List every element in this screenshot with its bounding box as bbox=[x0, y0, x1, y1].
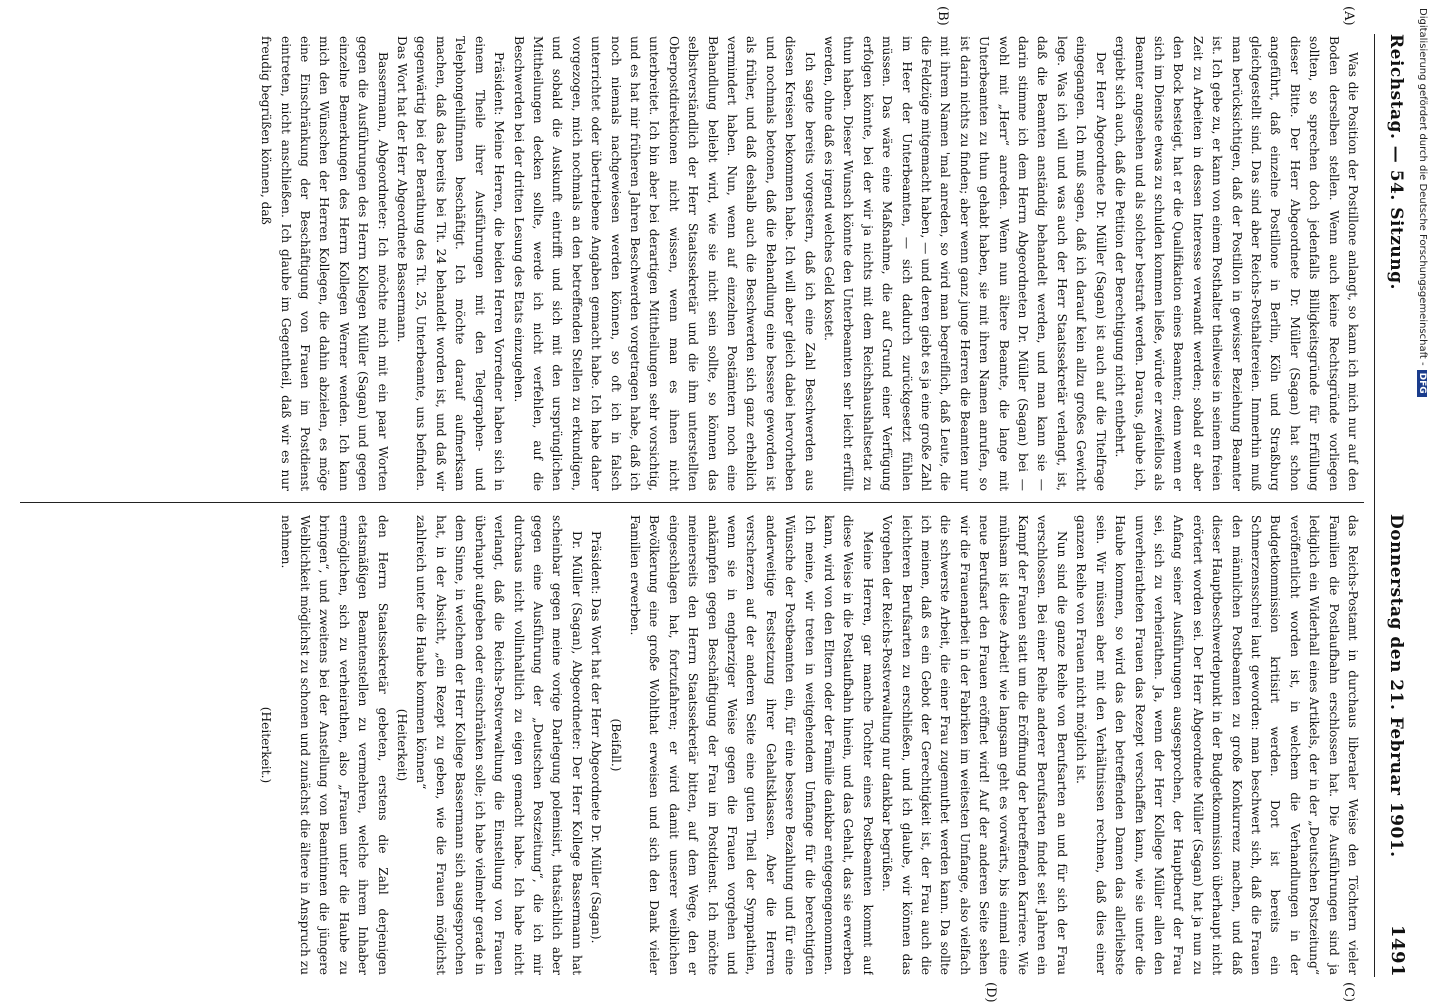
paragraph: das Reichs-Postamt in durchaus liberaler Weise den Töchtern vieler Familien die Postlaufbahn erschlossen hat. Die Ausführungen sind ja lediglich ein Widerhall eines Artikels, der in der „Deutschen Postzeitung“ veröffentlicht worden ist, in welchem die Verhandlungen in der Budgetkommission kritisirt werden. Dort ist bereits ein Schmerzensschrei laut geworden: man beschwert sich, daß die Frauen den männlichen Postbeamten zu große Konkurrenz machen, und daß dieser Hauptbeschwerdepunkt in der Budgetkommission überhaupt nicht erörtert worden sei. Der Herr Abgeordnete Müller (Sagan) hat ja nun zu Anfang seiner Ausführungen ausgesprochen, der Hauptberuf der Frau sei, sich zu verheirathen. Ja, wenn der Herr Kollege Müller allen den unverheiratheten Frauen das Rezept verschaffen kann, wie sie unter die Haube kommen, so wird das den betreffenden Damen das allerliebste sein. Wir müssen aber mit den Verhältnissen rechnen, daß dies einer ganzen Reihe von Frauen nicht möglich ist. bbox=[1074, 515, 1360, 975]
margin-marker-a: (A) bbox=[1341, 6, 1356, 26]
paragraph: Meine Herren, gar manche Tochter eines Postbeamten kommt auf diese Weise in die Postlaufbahn hinein, und das Gehalt, das sie erwerben kann, wird von den Eltern oder der Familie dankbar entgegengenommen. Ich meine, wir treten in weitgehendem Umfange für die berechtigten Wünsche der Postbeamten ein, für eine bessere Bezahlung und für eine anderweitige Festsetzung ihrer Gehaltsklassen. Aber die Herren verscherzen auf der anderen Seite eine guten Theil der Sympathien, wenn sie in engherziger Weise gegen die Frauen vorgehen und ankämpfen gegen Beschäftigung der Frau im Postdienst. Ich möchte meinerseits den Herrn Staatssekretär bitten, auf dem Wege, den er eingeschlagen hat, fortzufahren; er wird damit unserer weiblichen Bevölkerung eine große Wohlthat erweisen und sich den Dank vieler Familien erwerben. bbox=[627, 515, 875, 975]
interjection: (Beifall.) bbox=[608, 718, 623, 772]
column-divider bbox=[20, 502, 1364, 503]
paragraph: Nun sind die ganze Reihe von Berufsarten an und für sich der Frau verschlossen. Bei einer Reihe anderer Berufsarten findet seit Jahren ein Kampf der Frauen statt um die Eröffnung der betreffenden Karriere. Wie mühsam ist diese Arbeit! wie langsam geht es vorwärts, bis einmal eine neue Berufsart den Frauen eröffnet wird! Auf der anderen Seite sehen wir die Frauenarbeit in der Fabriken im weitesten Umfange, also vielfach die schwerste Arbeit, die einer Frau zugemuthet werden kann. Da sollte ich meinen, daß es ein Gebot der Gerechtigkeit ist, der Frau auch die leichteren Berufsarten zu erschließen, und ich glaube, wir können das Vorgehen der Reichs-Postverwaltung nur dankbar begrüßen. bbox=[880, 515, 1069, 975]
page-number: 1491 bbox=[1387, 924, 1408, 977]
margin-marker-c: (C) bbox=[1341, 982, 1356, 1003]
right-column bbox=[10, 515, 1362, 975]
page-header bbox=[1380, 34, 1410, 977]
credit-text: Digitalisierung gefördert durch die Deutsche Forschungsgemeinschaft - bbox=[1417, 8, 1428, 366]
paragraph: Ich sagte bereits vorgestern, daß ich eine Zahl Beschwerden aus diesen Kreisen bekommen habe. Ich will aber gleich dabei hervorheben und nochmals betonen, daß die Behandlung eine bessere geworden ist als früher, und daß deshalb auch die Beschwerden sich ganz erheblich vermindert haben. Nun, wenn auf einzelnen Postämtern noch eine Behandlung beliebt wird, wie sie nicht sein sollte, so können das selbstverständlich der Herr Staatssekretär und die ihm unterstellten Oberpostdirektionen nicht wissen, wenn man es ihnen nicht unterbreitet. Ich bin aber bei derartigen Mittheilungen sehr vorsichtig, und es hat mir früheren Jahren Beschwerden vorgetragen habe, daß ich noch niemals nachgewiesen werden können, so oft ich in falsch unterrichtet oder übertriebene Angaben gemacht habe. Ich habe daher vorgezogen, mich nochmals an den betreffenden Stellen zu erkundigen, und sobald die Auskunft eintrifft und sich mit den ursprünglichen Mittheilungen decken sollte, werde ich nicht verfehlen, auf die Beschwerden bei der dritten Lesung des Etats einzugehen. bbox=[511, 36, 817, 491]
paragraph: den Herrn Staatssekretär gebeten, erstens die Zahl derjenigen etatsmäßigen Beamtenstellen zu vermehren, welche ihrem Inhaber ermöglichen, sich zu verheirathen, also „Frauen unter die Haube zu bringen“, und zweitens bei der Anstellung von Beamtinnen die jüngere Weiblichkeit möglichst zu schonen und zunächst die ältere in Anspruch zu nehmen. bbox=[278, 515, 390, 975]
paragraph: Was die Position der Postillone anlangt, so kann ich mich nur auf den Boden derselben stellen. Wenn auch keine Rechtsgründe vorliegen sollten, so sprechen doch jedenfalls Billigkeitsgründe für Erfüllung dieser Bitte. Der Herr Abgeordnete Dr. Müller (Sagan) hat schon angeführt, daß einzelne Postillone in Berlin, Köln und Straßburg gleichgestellt sind. Das sind aber Reichs-Posthaltereien. Immerhin muß man berücksichtigen, daß der Postillon in gewisser Beziehung Beamter ist. Ich gebe zu, er kann von einem Posthalter theilweise in seinem freien Zeit zu Arbeiten in dessen Interesse verwandt werden; sobald er aber den Bock besteigt, hat er die Qualifikation eines Beamten; denn wenn er sich im Dienste etwas zu schulden kommen ließe, würde er zweifellos als Beamter angesehen und als solcher bestraft werden. Daraus, glaube ich, ergiebt sich auch, daß die Petition der Berechtigung nicht entbehrt. bbox=[1113, 36, 1360, 491]
header-session: Reichstag. — 54. Sitzung. bbox=[1386, 34, 1406, 290]
rotated-page bbox=[0, 6, 1410, 1003]
margin-marker-b: (B) bbox=[935, 6, 950, 26]
margin-marker-d: (D) bbox=[983, 982, 998, 1003]
header-rule bbox=[1374, 34, 1375, 977]
dfg-logo: DFG bbox=[1417, 370, 1427, 397]
paragraph: Bassermann, Abgeordneter: Ich möchte mich mit ein paar Worten gegen die Ausführungen des Herrn Kollegen Müller (Sagan) und gegen einzelne Bemerkungen des Herrn Kollegen Werner wenden. Ich kann mich den Wünschen der Herren Kollegen, die dahin abzielen, es möge eine Einschränkung der Beschäftigung von Frauen im Postdienst eintreten, nicht anschließen. Ich glaube im Gegentheil, daß wir es nur freudig begrüßen können, daß bbox=[259, 36, 390, 491]
paragraph: Präsident: Das Wort hat der Herr Abgeordnete Dr. Müller (Sagan). bbox=[589, 531, 604, 944]
left-column bbox=[10, 36, 1362, 491]
paragraph: Dr. Müller (Sagan), Abgeordneter: Der Herr Kollege Bassermann hat scheinbar gegen meine vorige Darlegung polemisirt, thatsächlich aber gegen eine Ausführung der „Deutschen Postzeitung“, die ich mir durchaus nicht vollinhaltlich zu eigen gemacht habe. Ich habe nicht verlangt, daß die Reichs-Postverwaltung die Einstellung von Frauen überhaupt aufgeben oder einschränken solle; ich habe vielmehr gerade in dem Sinne, in welchem der Herr Kollege Bassermann sich ausgesprochen hat, in der Absicht, „ein Rezept zu geben, wie die Frauen möglichst zahlreich unter die Haube kommen können“ bbox=[414, 515, 584, 975]
interjection: (Heiterkeit.) bbox=[259, 706, 274, 784]
header-date: Donnerstag den 21. Februar 1901. bbox=[1386, 514, 1406, 858]
digitization-credit bbox=[1416, 8, 1430, 998]
paragraph: Der Herr Abgeordnete Dr. Müller (Sagan) ist auch auf die Titelfrage eingegangen. Ich muß sagen, daß ich darauf kein allzu großes Gewicht lege. Was ich will und was auch der Herr Staatssekretär verlangt, ist, daß die Beamten anständig behandelt werden, und man kann sie — darin stimme ich dem Herrn Abgeordneten Dr. Müller (Sagan) bei — wohl mit „Herr“ anreden. Wenn nun ältere Beamte, die lange mit Unterbeamten zu thun gehabt haben, sie mit ihren Namen anrufen, so ist darin nichts zu finden; aber wenn ganz junge Herren die Beamten nur mit ihrem Namen 'mal anreden, so wird man begreiflich, daß Leute, die die Feldzüge mitgemacht haben, — und deren giebt es ja eine große Zahl im Heer der Unterbeamten, — sich dadurch zurückgesetzt fühlen müssen. Das wäre eine Maßnahme, die auf Grund einer Verfügung erfolgen könnte, bei der wir ja nichts mit dem Reichshaushaltsetat zu thun haben. Dieser Wunsch könnte den Unterbeamten sehr leicht erfüllt werden, ohne daß es irgend welches Geld kostet. bbox=[822, 36, 1108, 491]
paragraph: Präsident: Meine Herren, die beiden Herren Vorredner haben sich in einem Theile ihrer Ausführungen mit den Telegraphen- und Telephongehilfinnen beschäftigt. Ich möchte darauf aufmerksam machen, daß das bereits bei Tit. 24 behandelt worden ist, und daß wir gegenwärtig bei der Berathung des Tit. 25, Unterbeamte, uns befinden. Das Wort hat der Herr Abgeordnete Bassermann. bbox=[395, 36, 507, 491]
interjection: (Heiterkeit) bbox=[395, 708, 410, 782]
